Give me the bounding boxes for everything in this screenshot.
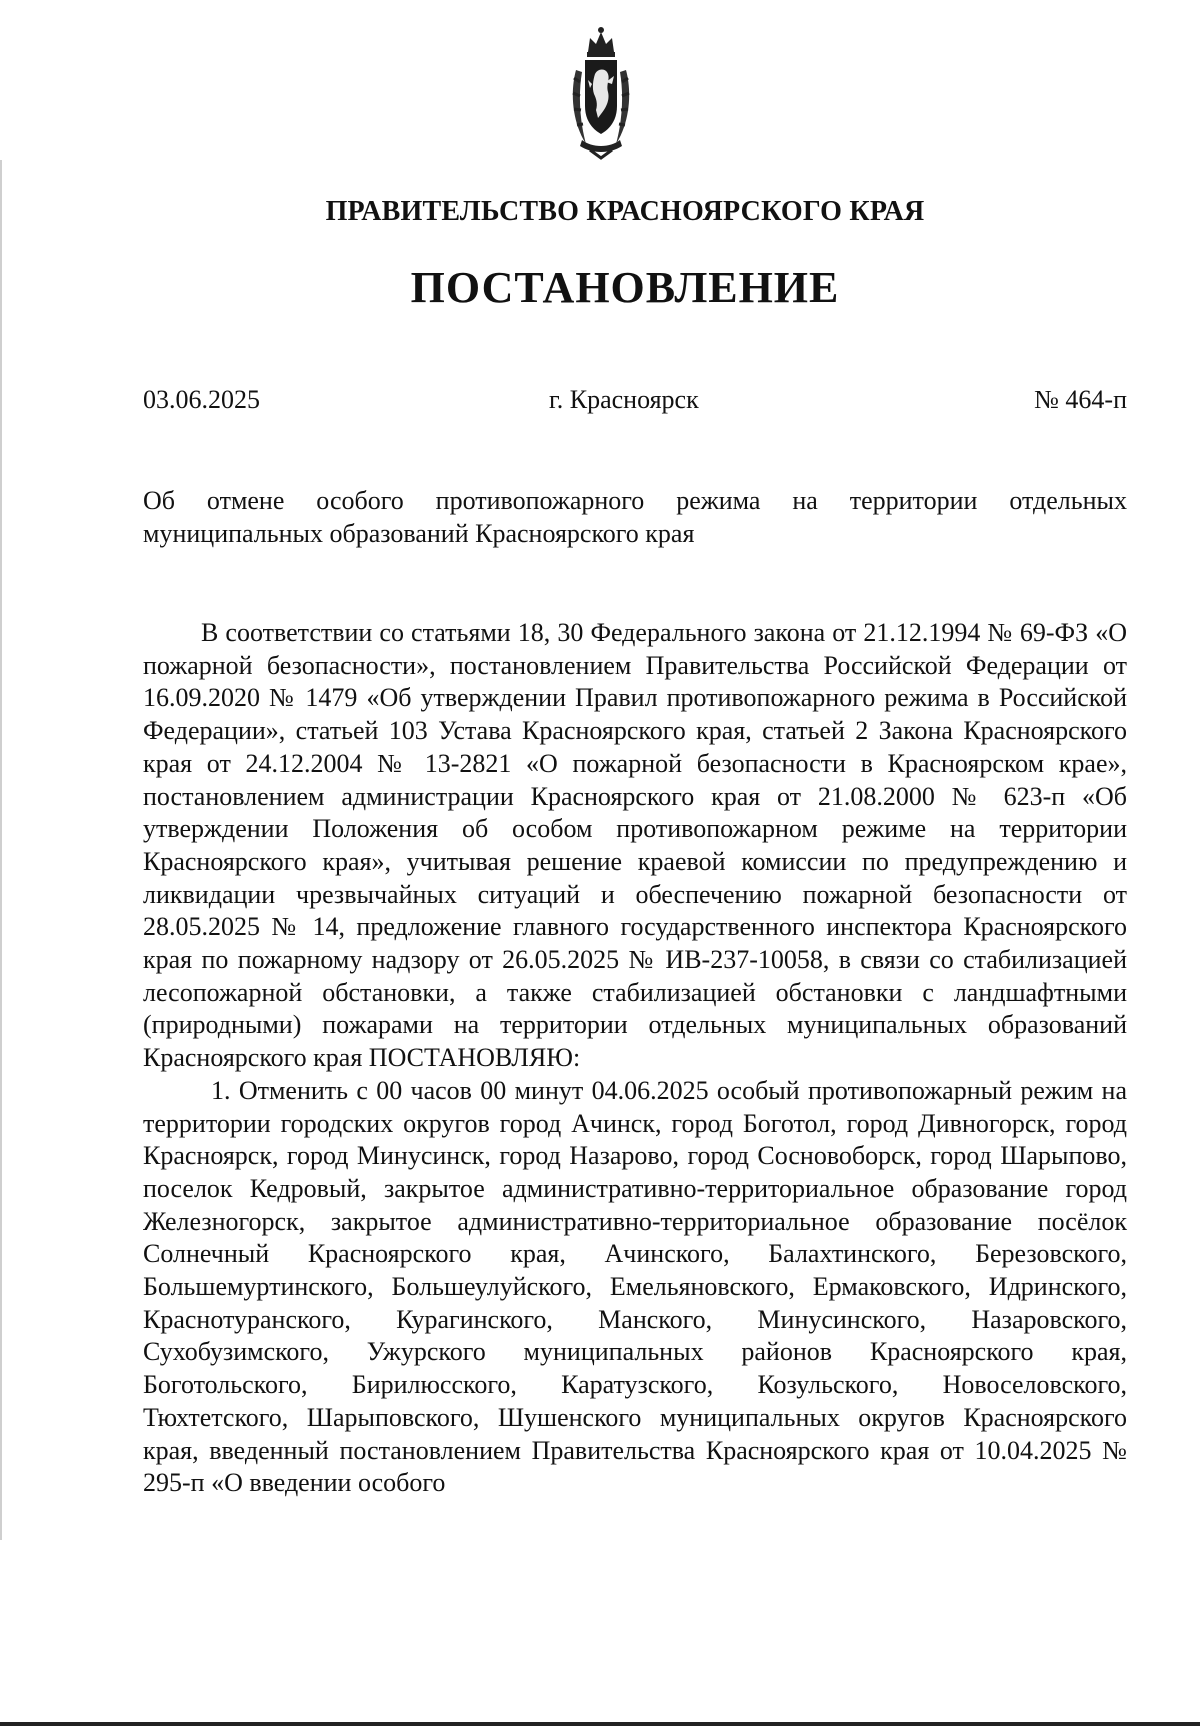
coat-of-arms-icon [568,22,634,160]
scan-bottom-edge [0,1722,1200,1726]
document-meta-row [143,385,1127,419]
scan-edge [0,160,2,1540]
document-subject: Об отмене особого противопожарного режима на территории отдельных муниципальных образований Красноярского края [143,486,1127,548]
document-date: 03.06.2025 [143,385,260,414]
issuing-authority: ПРАВИТЕЛЬСТВО КРАСНОЯРСКОГО КРАЯ [325,196,925,227]
clause-1-paragraph: 1. Отменить с 00 часов 00 минут 04.06.2025 особый противопожарный режим на территории городских округов город Ачинск, город Боготол, город Дивногорск, город Красноярск, город Минусинск, город Назарово, город Сосновоборск, город Шарыпово, поселок Кедровый, закрытое административно-территориальное образование город Железногорск, закрытое административно-территориальное образование посёлок Солнечный Красноярского края, Ачинского, Балахтинского, Березовского, Большемуртинского, Большеулуйского, Емельяновского, Ермаковского, Идринского, Краснотуранского, Курагинского, Манского, Минусинского, Назаровского, Сухобузимского, Ужурского муниципальных районов Красноярского края, Боготольского, Бирилюсского, Каратузского, Козульского, Новоселовского, Тюхтетского, Шарыповского, Шушенского муниципальных округов Красноярского края, введенный постановлением Правительства Красноярского края от 10.04.2025 № 295-п «О введении особого [143,1075,1127,1498]
document-city: г. Красноярск [549,385,699,414]
document-body [143,617,1127,1500]
document-number: № 464-п [1034,385,1127,414]
document-type-title: ПОСТАНОВЛЕНИЕ [410,263,840,312]
preamble-paragraph: В соответствии со статьями 18, 30 Федерального закона от 21.12.1994 № 69-ФЗ «О пожарной безопасности», постановлением Правительства Российской Федерации от 16.09.2020 № 1479 «Об утверждении Правил противопожарного режима в Российской Федерации», статьей 103 Устава Красноярского края, статьей 2 Закона Красноярского края от 24.12.2004 № 13-2821 «О пожарной безопасности в Красноярском крае», постановлением администрации Красноярского края от 21.08.2000 № 623-п «Об утверждении Положения об особом противопожарном режиме на территории Красноярского края», учитывая решение краевой комиссии по предупреждению и ликвидации чрезвычайных ситуаций и обеспечению пожарной безопасности от 28.05.2025 № 14, предложение главного государственного инспектора Красноярского края по пожарному надзору от 26.05.2025 № ИВ-237-10058, в связи со стабилизацией лесопожарной обстановки, а также стабилизацией обстановки с ландшафтными (природными) пожарами на территории отдельных муниципальных образований Красноярского края ПОСТАНОВЛЯЮ: [143,618,1127,1073]
